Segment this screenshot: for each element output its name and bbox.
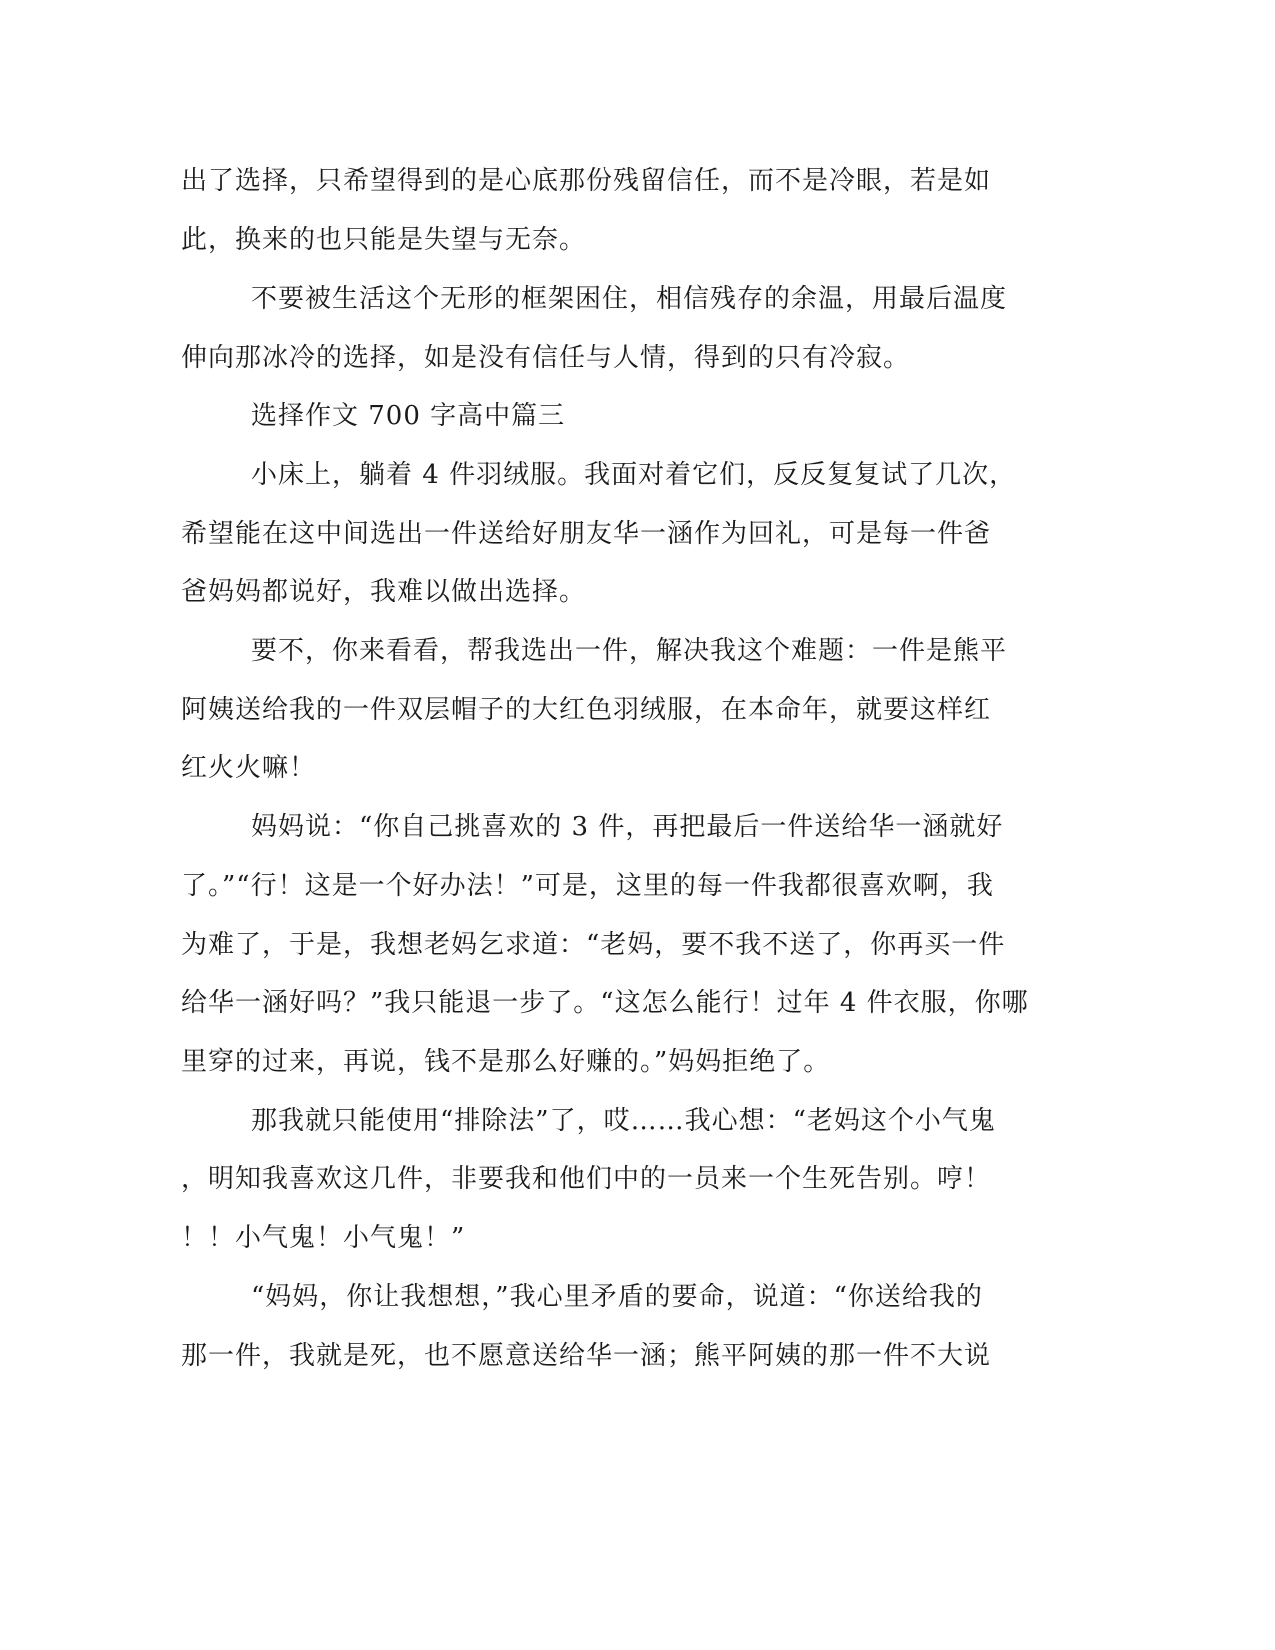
text-line: 那我就只能使用“排除法”了，哎……我心想：“老妈这个小气鬼 [251, 1106, 996, 1136]
text-line: 此，换来的也只能是失望与无奈。 [181, 225, 587, 255]
text-line: 红火火嘛！ [181, 753, 317, 783]
text-line: 要不，你来看看，帮我选出一件，解决我这个难题：一件是熊平 [251, 636, 1008, 666]
text-line: 了。”“行！这是一个好办法！”可是，这里的每一件我都很喜欢啊，我 [181, 871, 994, 901]
text-line: 给华一涵好吗？”我只能退一步了。“这怎么能行！过年 4 件衣服，你哪 [181, 988, 1029, 1018]
text-line: 为难了，于是，我想老妈乞求道：“老妈，要不我不送了，你再买一件 [181, 930, 1006, 960]
text-line: 出了选择，只希望得到的是心底那份残留信任，而不是冷眼，若是如 [181, 166, 992, 196]
text-line: 小床上，躺着 4 件羽绒服。我面对着它们，反反复复试了几次， [251, 460, 1017, 490]
text-line: 伸向那冰冷的选择，如是没有信任与人情，得到的只有冷寂。 [181, 343, 911, 373]
text-line: 阿姨送给我的一件双层帽子的大红色羽绒服，在本命年，就要这样红 [181, 695, 992, 725]
text-line: 那一件，我就是死，也不愿意送给华一涵；熊平阿姨的那一件不大说 [181, 1341, 992, 1371]
section-heading: 选择作文 700 字高中篇三 [251, 401, 566, 431]
text-line: 爸妈妈都说好，我难以做出选择。 [181, 577, 587, 607]
text-line: 里穿的过来，再说，钱不是那么好赚的。”妈妈拒绝了。 [181, 1047, 831, 1077]
text-line: 妈妈说：“你自己挑喜欢的 3 件，再把最后一件送给华一涵就好 [251, 812, 1004, 842]
text-line: “妈妈，你让我想想，”我心里矛盾的要命，说道：“你送给我的 [251, 1282, 983, 1312]
text-line: ，明知我喜欢这几件，非要我和他们中的一员来一个生死告别。哼！ [181, 1164, 992, 1194]
text-line: 希望能在这中间选出一件送给好朋友华一涵作为回礼，可是每一件爸 [181, 519, 992, 549]
text-line: 不要被生活这个无形的框架困住，相信残存的余温，用最后温度 [251, 284, 1008, 314]
text-line: ！！小气鬼！小气鬼！” [181, 1223, 466, 1253]
